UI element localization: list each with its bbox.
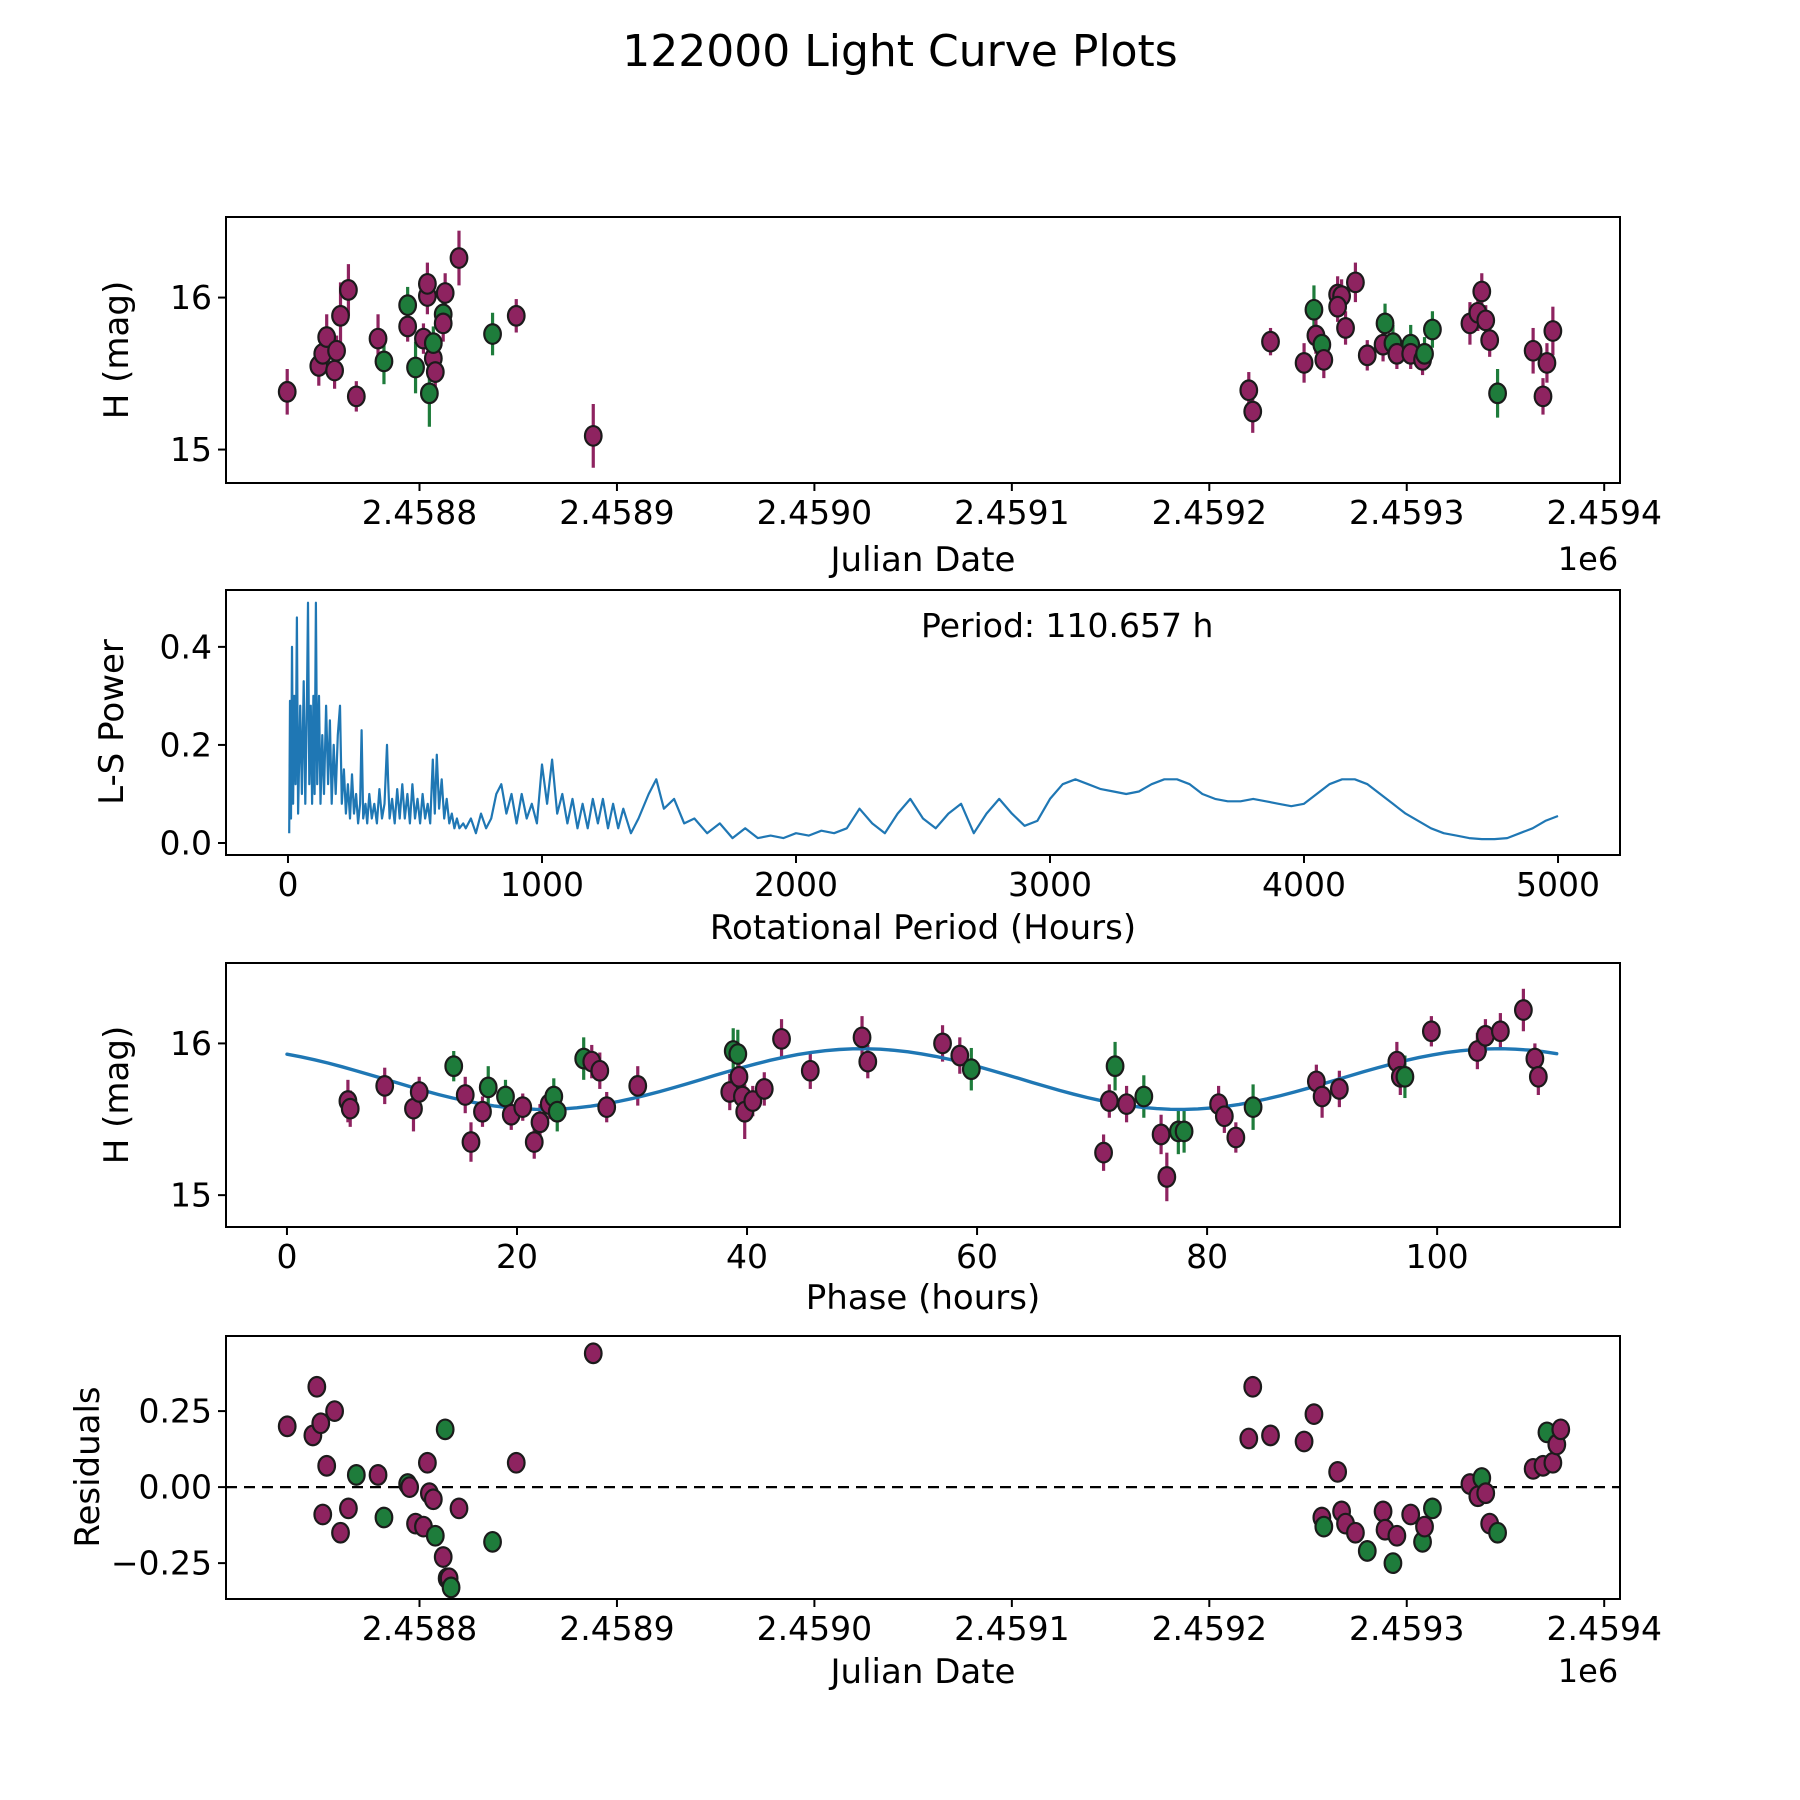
x-tick-label: 2.4593	[1349, 492, 1465, 532]
y-tick-label: 16	[170, 278, 212, 318]
data-point	[1244, 402, 1261, 422]
data-point	[802, 1061, 819, 1081]
x-tick-label: 2.4592	[1151, 492, 1268, 532]
data-point	[1545, 1453, 1562, 1473]
data-point	[318, 1456, 335, 1476]
data-point	[1347, 273, 1364, 293]
data-point	[370, 1465, 387, 1485]
lightcurve-y-axis-label: H (mag)	[97, 280, 137, 420]
x-tick-label: 2.4594	[1546, 492, 1662, 532]
x-tick-label: 2.4588	[361, 1608, 478, 1648]
data-point	[425, 333, 442, 353]
data-point	[756, 1079, 773, 1099]
x-tick-label: 1000	[499, 864, 584, 904]
x-tick-label: 5000	[1516, 864, 1601, 904]
data-point	[514, 1097, 531, 1117]
figure-title: 122000 Light Curve Plots	[622, 26, 1178, 77]
data-point	[401, 1477, 418, 1497]
data-point	[1515, 1000, 1532, 1020]
data-point	[1385, 1553, 1402, 1573]
data-point	[508, 1453, 525, 1473]
data-point	[1316, 350, 1333, 370]
data-point	[1306, 300, 1323, 320]
data-point	[326, 361, 343, 381]
data-point	[1545, 321, 1562, 341]
data-point	[1359, 1541, 1376, 1561]
data-point	[1424, 320, 1441, 340]
data-point	[457, 1085, 474, 1105]
data-point	[480, 1078, 497, 1098]
data-point	[328, 341, 345, 361]
data-point	[407, 358, 424, 378]
y-tick-label: 15	[170, 1175, 212, 1215]
data-point	[1481, 330, 1498, 350]
panel-periodogram	[160, 590, 1620, 904]
x-tick-label: 3000	[1008, 864, 1092, 904]
data-point	[1107, 1056, 1124, 1076]
data-point	[376, 1076, 393, 1096]
data-point	[1095, 1143, 1112, 1163]
period-annotation: Period: 110.657 h	[921, 606, 1214, 645]
data-point	[1492, 1021, 1509, 1041]
data-point	[445, 1056, 462, 1076]
data-point	[370, 329, 387, 349]
residuals-axis-offset-text: 1e6	[1557, 1652, 1619, 1690]
data-point	[340, 280, 357, 300]
x-tick-label: 2.4591	[954, 1608, 1070, 1648]
data-point	[1262, 332, 1279, 352]
x-tick-label: 0	[277, 864, 299, 904]
panel-residuals	[111, 1336, 1662, 1648]
data-point	[451, 1499, 468, 1519]
data-point	[532, 1113, 549, 1133]
x-tick-label: 0	[276, 1236, 298, 1276]
data-point	[427, 1526, 444, 1546]
data-point	[309, 1377, 326, 1397]
data-point	[1316, 1517, 1333, 1537]
data-point	[340, 1499, 357, 1519]
data-point	[1477, 1483, 1494, 1503]
data-point	[508, 306, 525, 326]
data-point	[419, 1453, 436, 1473]
y-tick-label: 16	[170, 1023, 212, 1063]
x-tick-label: 2.4589	[559, 1608, 675, 1648]
data-point	[326, 1401, 343, 1421]
x-tick-label: 2.4592	[1151, 1608, 1268, 1648]
data-point	[629, 1076, 646, 1096]
data-point	[1552, 1420, 1569, 1440]
data-point	[314, 1505, 331, 1525]
data-point	[1262, 1426, 1279, 1446]
data-point	[1240, 1429, 1257, 1449]
data-point	[592, 1061, 609, 1081]
data-point	[1296, 353, 1313, 373]
lightcurve-x-axis-label: Julian Date	[830, 540, 1016, 580]
data-point	[1489, 1523, 1506, 1543]
data-point	[1424, 1499, 1441, 1519]
data-point	[1228, 1128, 1245, 1148]
data-point	[376, 352, 393, 372]
data-point	[332, 1523, 349, 1543]
data-point	[1397, 1067, 1414, 1087]
data-point	[1314, 1087, 1331, 1107]
y-tick-label: 0.4	[159, 627, 212, 667]
data-point	[437, 1420, 454, 1440]
data-point	[1118, 1094, 1135, 1114]
data-point	[730, 1044, 747, 1064]
x-tick-label: 2.4594	[1546, 1608, 1662, 1648]
data-point	[1416, 1517, 1433, 1537]
data-point	[348, 1465, 365, 1485]
x-tick-label: 4000	[1262, 864, 1347, 904]
x-tick-label: 80	[1186, 1236, 1229, 1276]
y-tick-label: −0.25	[110, 1543, 212, 1583]
x-tick-label: 20	[495, 1236, 538, 1276]
data-point	[411, 1082, 428, 1102]
data-point	[1159, 1167, 1176, 1187]
data-point	[1329, 1462, 1346, 1482]
data-point	[598, 1097, 615, 1117]
data-point	[1240, 380, 1257, 400]
data-point	[376, 1508, 393, 1528]
data-point	[484, 1532, 501, 1552]
data-point	[1477, 311, 1494, 331]
data-point	[332, 306, 349, 326]
data-point	[1535, 387, 1552, 407]
data-point	[963, 1059, 980, 1079]
residuals-y-axis-label: Residuals	[68, 1386, 108, 1548]
data-point	[484, 324, 501, 344]
data-point	[585, 426, 602, 446]
x-tick-label: 40	[726, 1236, 769, 1276]
residuals-x-axis-label: Julian Date	[830, 1652, 1016, 1692]
data-point	[421, 384, 438, 404]
data-point	[1331, 1079, 1348, 1099]
x-tick-label: 100	[1405, 1236, 1469, 1276]
x-tick-label: 2000	[754, 864, 838, 904]
data-point	[1347, 1523, 1364, 1543]
data-point	[526, 1132, 543, 1152]
data-point	[549, 1102, 566, 1122]
data-point	[1389, 1526, 1406, 1546]
data-point	[342, 1099, 359, 1119]
y-tick-label: 0.00	[138, 1467, 212, 1507]
data-point	[1359, 346, 1376, 366]
data-point	[419, 274, 436, 294]
data-point	[1489, 384, 1506, 404]
data-point	[1216, 1106, 1233, 1126]
panel-lightcurve	[170, 217, 1662, 532]
data-point	[1176, 1122, 1193, 1142]
data-point	[437, 283, 454, 303]
data-point	[1244, 1377, 1261, 1397]
data-point	[427, 362, 444, 382]
data-point	[279, 382, 296, 402]
y-tick-label: 15	[170, 430, 212, 470]
x-tick-label: 60	[956, 1236, 999, 1276]
data-point	[1296, 1432, 1313, 1452]
data-point	[854, 1028, 871, 1048]
data-point	[859, 1052, 876, 1072]
data-point	[1337, 318, 1354, 338]
data-point	[443, 1578, 460, 1598]
data-point	[399, 317, 416, 337]
data-point	[451, 248, 468, 268]
data-point	[1473, 282, 1490, 302]
data-point	[279, 1417, 296, 1437]
phase-y-axis-label: H (mag)	[97, 1025, 137, 1165]
y-tick-label: 0.0	[159, 823, 212, 863]
periodogram-x-axis-label: Rotational Period (Hours)	[709, 908, 1137, 948]
periodogram-y-axis-label: L-S Power	[92, 639, 132, 805]
data-point	[348, 387, 365, 407]
x-tick-label: 2.4591	[954, 492, 1070, 532]
data-point	[435, 1547, 452, 1567]
data-point	[1329, 297, 1346, 317]
fit-curve	[287, 1049, 1557, 1110]
data-point	[399, 295, 416, 315]
data-point	[1527, 1049, 1544, 1069]
data-point	[1416, 344, 1433, 364]
data-point	[1530, 1067, 1547, 1087]
panel-phase	[170, 963, 1620, 1276]
data-point	[934, 1034, 951, 1054]
data-point	[474, 1102, 491, 1122]
data-point	[1377, 314, 1394, 334]
data-point	[1306, 1404, 1323, 1424]
phase-x-axis-label: Phase (hours)	[805, 1278, 1041, 1318]
data-point	[425, 1489, 442, 1509]
data-point	[497, 1087, 514, 1107]
data-point	[463, 1132, 480, 1152]
data-point	[435, 314, 452, 334]
x-tick-label: 2.4590	[756, 492, 873, 532]
x-tick-label: 2.4589	[559, 492, 675, 532]
lightcurve-axis-offset-text: 1e6	[1557, 540, 1619, 578]
data-point	[585, 1344, 602, 1364]
data-point	[1375, 1502, 1392, 1522]
data-point	[731, 1067, 748, 1087]
x-tick-label: 2.4588	[361, 492, 478, 532]
data-point	[1539, 353, 1556, 373]
x-tick-label: 2.4593	[1349, 1608, 1465, 1648]
x-tick-label: 2.4590	[756, 1608, 873, 1648]
y-tick-label: 0.2	[159, 725, 212, 765]
data-point	[1245, 1097, 1262, 1117]
data-point	[1423, 1021, 1440, 1041]
data-point	[773, 1029, 790, 1049]
data-point	[1153, 1125, 1170, 1145]
y-tick-label: 0.25	[138, 1391, 212, 1431]
data-point	[1101, 1091, 1118, 1111]
data-point	[1136, 1087, 1153, 1107]
